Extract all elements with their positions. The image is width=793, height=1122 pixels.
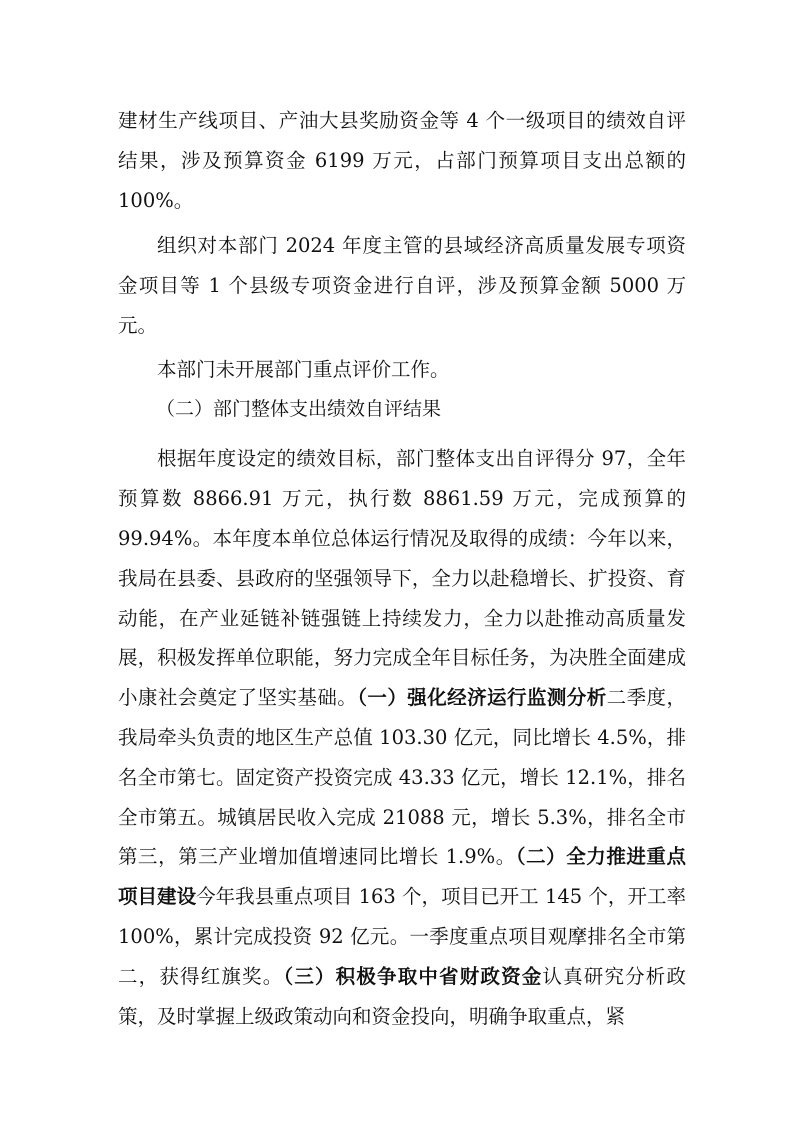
bold-heading-projects: （二）全力推进重点项目建设 xyxy=(118,845,686,909)
paragraph-project-results: 建材生产线项目、产油大县奖励资金等 4 个一级项目的绩效自评结果，涉及预算资金 6199 万元，占部门预算项目支出总额的 100%。 xyxy=(118,109,686,212)
monitoring-text: 二季度，我局牵头负责的地区生产总值 103.30 亿元，同比增长 4.5%，排名全市第七。固定资产投资完成 43.33 亿元，增长 12.1%，排名全市第五。城镇居民收入完成 21088 元，增长 5.3%，排名全市第三，第三产业增加值增速同比增长 1.9%。 xyxy=(118,686,686,869)
bold-heading-funds: （三）积极争取中省财政资金 xyxy=(283,964,543,988)
overall-intro-text: 根据年度设定的绩效目标，部门整体支出自评得分 97，全年预算数 8866.91 万元，执行数 8861.59 万元，完成预算的 99.94%。本年度本单位总体运行情况及取得的成绩：今年以来，我局在县委、县政府的坚强领导下，全力以赴稳增长、扩投资、育动能，在产业延链补链强链上持续发力，全力以赴推动高质量发展，积极发挥单位职能，努力完成全年目标任务，为决胜全面建成小康社会奠定了坚实基础。 xyxy=(118,447,686,710)
document-page xyxy=(118,101,686,1036)
bold-heading-monitoring: （一）强化经济运行监测分析 xyxy=(357,686,607,710)
projects-text: 今年我县重点项目 163 个，项目已开工 145 个，开工率 100%，累计完成投资 92 亿元。一季度重点项目观摩排名全市第二，获得红旗奖。 xyxy=(118,885,686,988)
section-heading: （二）部门整体支出绩效自评结果 xyxy=(156,397,442,420)
paragraph-overall-results xyxy=(118,439,686,1036)
paragraph-key-evaluation: 本部门未开展部门重点评价工作。 xyxy=(157,357,450,381)
paragraph-special-funds: 组织对本部门 2024 年度主管的县域经济高质量发展专项资金项目等 1 个县级专项资金进行自评，涉及预算金额 5000 万元。 xyxy=(118,234,686,337)
funds-text: 认真研究分析政策，及时掌握上级政策动向和资金投向，明确争取重点，紧 xyxy=(118,964,686,1028)
